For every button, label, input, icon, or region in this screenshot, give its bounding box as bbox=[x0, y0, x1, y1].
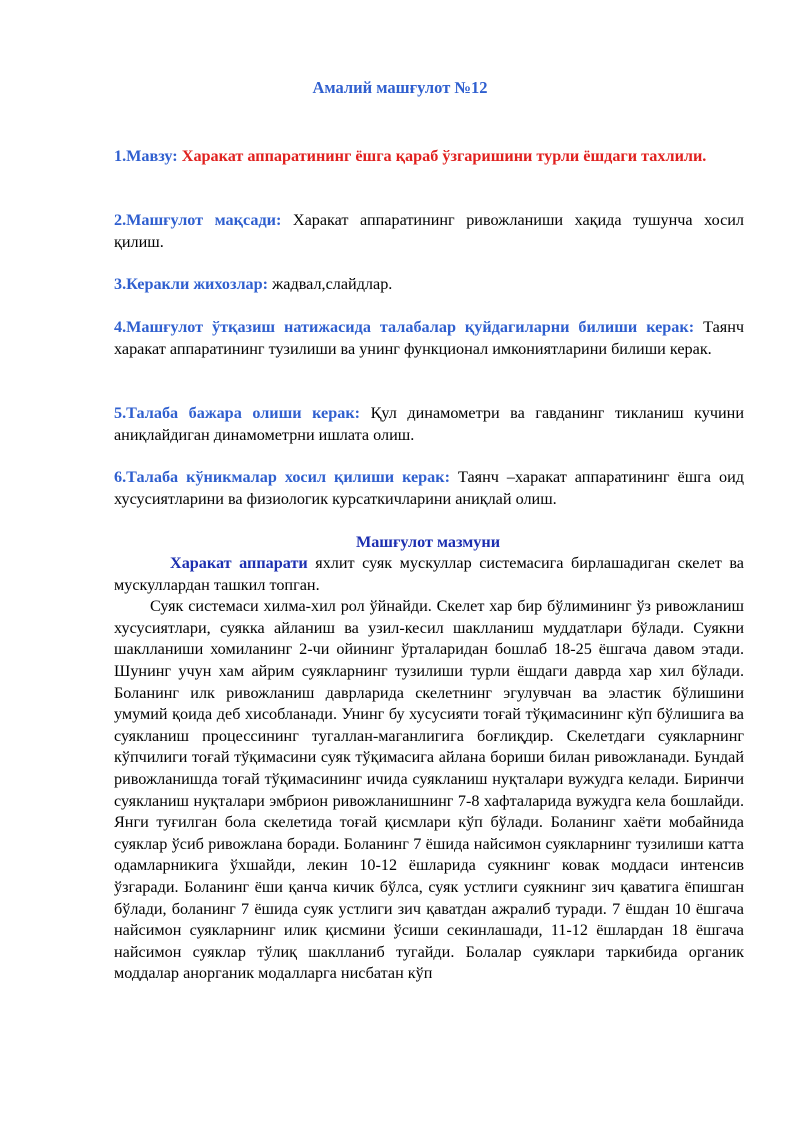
paragraph bbox=[114, 553, 744, 596]
section-label: 4.Машғулот ўтқазиш натижасида талабалар қуйдагиларни билиши керак: bbox=[114, 318, 695, 336]
section-label: 3.Керакли жихозлар: bbox=[114, 275, 269, 293]
section-equipment bbox=[114, 273, 744, 295]
section-text: Харакат аппаратининг ривожланиши хақида тушунча хосил қилиш. bbox=[114, 211, 744, 251]
paragraph: Суяк системаси хилма-хил рол ўйнайди. Скелет хар бир бўлимининг ўз ривожланиш хусусиятлари, суякка айланиш ва узил-кесил шаклланиш муддатлари бўлади. Суякни шаклланиши хомиланинг 2-чи ойининг ўрталаридан бошлаб 18-25 ёшгача давом этади. Шунинг учун хам айрим суякларнинг тузилиши турли ёшдаги даврда хар хил бўлади. Боланинг илк ривожланиш даврларида скелетнинг эгулувчан ва эластик бўлишини умумий қоида деб хисобланади. Унинг бу хусусияти тоғай тўқимасининг кўп бўлишига ва суякланиш процессининг тугаллан-маганлигига боғлиқдир. Скелетдаги суякларнинг кўпчилиги тоғай тўқимасини суяк тўқимасига айлана бориши билан ривожланади. Бундай ривожланишда тоғай тўқимасининг ичида суякланиш нуқталари вужудга келади. Биринчи суякланиш нуқталари эмбрион ривожланишнинг 7-8 хафталарида вужудга кела бошлайди. Янги туғилган бола скелетида тоғай қисмлари кўп бўлади. Боланинг хаёти мобайнида суяклар ўсиб ривожлана боради. Боланинг 7 ёшида найсимон суякларнинг тузилиши катта одамларникига ўхшайди, лекин 10-12 ёшларида суякнинг ковак моддаси интенсив ўзгаради. Боланинг ёши қанча кичик бўлса, суяк устлиги суякнинг зич қаватига ёпишган бўлади, боланинг 7 ёшида суяк устлиги зич қаватдан ажралиб туради. 7 ёшдан 10 ёшгача найсимон суякларнинг илик қисмини ўсиши секинлашади, 11-12 ёшлардан 18 ёшгача найсимон суяклар тўлиқ шаклланиб тугайди. Болалар суяклари таркибида органик моддалар анорганик модалларга нисбатан кўп bbox=[114, 597, 744, 983]
section-knowledge bbox=[114, 316, 744, 360]
section-abilities bbox=[114, 402, 744, 446]
body-text bbox=[114, 553, 744, 985]
section-text: Таянч харакат аппаратининг тузилиши ва унинг функционал имкониятларини билиши керак. bbox=[114, 318, 745, 358]
section-text: Қул динамометри ва гавданинг тикланиш кучини аниқлайдиган динамометрни ишлата олиш. bbox=[114, 404, 745, 444]
section-label: 1.Мавзу: bbox=[114, 147, 178, 165]
section-label: 2.Машғулот мақсади: bbox=[114, 211, 282, 229]
paragraph-term: Харакат аппарати bbox=[170, 554, 308, 572]
section-label: 6.Талаба кўникмалар хосил қилиши керак: bbox=[114, 468, 450, 486]
content-heading: Машғулот мазмуни bbox=[355, 533, 501, 551]
section-label: 5.Талаба бажара олиши керак: bbox=[114, 404, 361, 422]
document-title: Амалий машғулот №12 bbox=[312, 78, 488, 97]
section-text: Харакат аппаратининг ёшга қараб ўзгаришини турли ёшдаги тахлили. bbox=[181, 147, 707, 165]
section-skills bbox=[114, 466, 744, 510]
section-topic bbox=[114, 145, 744, 167]
section-goal bbox=[114, 209, 744, 253]
paragraph-text: яхлит суяк мускуллар системасига бирлашадиган скелет ва мускуллардан ташкил топган. bbox=[114, 554, 744, 594]
section-text: Таянч –харакат аппаратининг ёшга оид хусусиятларини ва физиологик курсаткичларини аниқлай олиш. bbox=[114, 468, 744, 508]
section-text: жадвал,слайдлар. bbox=[272, 275, 393, 293]
